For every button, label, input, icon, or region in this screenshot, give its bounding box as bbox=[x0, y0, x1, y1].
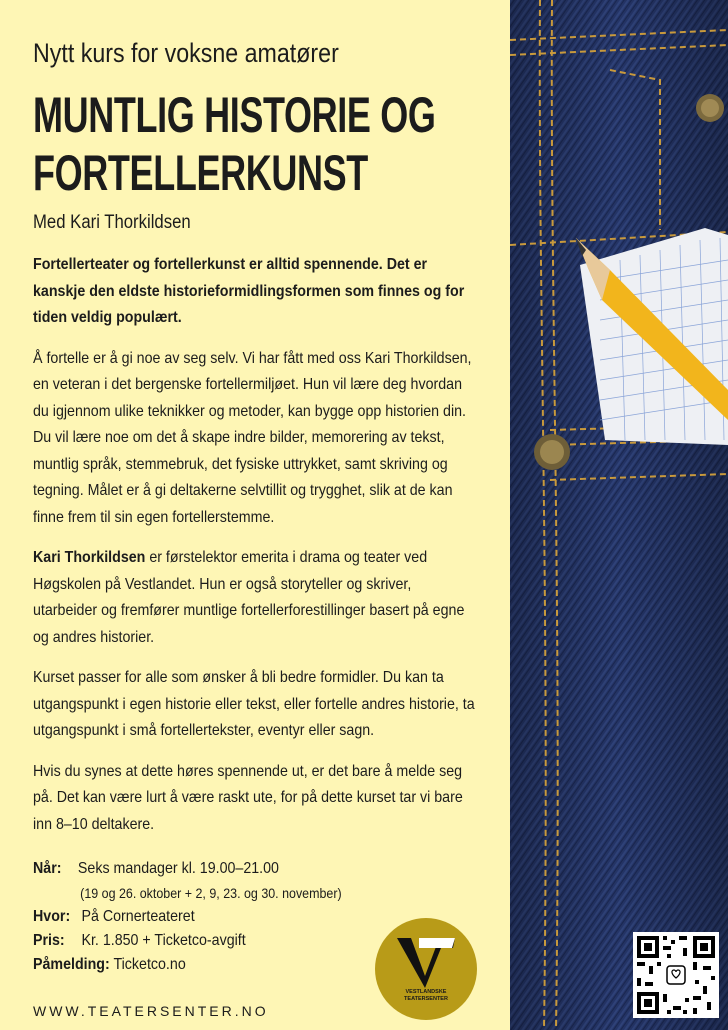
qr-code[interactable] bbox=[633, 932, 719, 1018]
denim-pocket-image bbox=[510, 0, 728, 1030]
course-title bbox=[33, 86, 436, 202]
instructor-byline: Med Kari Thorkildsen bbox=[33, 212, 191, 233]
price-label: Pris: bbox=[33, 932, 65, 949]
where-value: På Cornerteateret bbox=[81, 908, 195, 925]
paragraph-4: Hvis du synes at dette høres spennende ut, er det bare å melde seg på. Det kan være lurt å være raskt ute, for på dette kurset tar vi bare inn 8–10 deltakere. bbox=[33, 762, 463, 833]
paragraph-2-text: er førstelektor emerita i drama og teater ved Høgskolen på Vestlandet. Hun er også storyteller og skriver, utarbeider og fremfører muntlige fortellerforestillinger basert på egne og andres historier. bbox=[33, 549, 465, 646]
qr-code-icon bbox=[633, 932, 719, 1018]
when-label: Når: bbox=[33, 860, 62, 877]
paragraph-3: Kurset passer for alle som ønsker å bli bedre formidler. Du kan ta utgangspunkt i egen historie eller tekst, eller fortelle andres historie, ta utgangspunkt i små fortellertekster, eventyr eller sagn. bbox=[33, 669, 475, 739]
website-link[interactable]: WWW.TEATERSENTER.NO bbox=[33, 1003, 269, 1019]
denim-photo bbox=[510, 0, 728, 1030]
price-value: Kr. 1.850 + Ticketco-avgift bbox=[81, 932, 246, 949]
teatersenter-logo bbox=[375, 918, 477, 1020]
when-dates: (19 og 26. oktober + 2, 9, 23. og 30. november) bbox=[80, 885, 342, 901]
title-line-1: MUNTLIG HISTORIE OG bbox=[33, 87, 436, 143]
logo-mark-icon bbox=[375, 918, 477, 1020]
logo-text bbox=[375, 989, 477, 1003]
paragraph-2 bbox=[33, 545, 478, 651]
info-when bbox=[33, 857, 460, 881]
intro-paragraph: Fortellerteater og fortellerkunst er alltid spennende. Det er kanskje den eldste historieformidlingsformen som finnes og for tiden veldig populært. bbox=[33, 256, 465, 326]
paragraph-1: Å fortelle er å gi noe av seg selv. Vi har fått med oss Kari Thorkildsen, en veteran i det bergenske fortellermiljøet. Hun vil lære deg hvordan du igjennom ulike teknikker og metoder, kan bygge opp historien din. Du vil lære noe om det å skape indre bilder, memorering av tekst, muntlig språk, stemmebruk, det fysiske uttrykket, samt skriving og tegning. Målet er å gi deltakerne selvtillit og trygghet, slik at de kan finne frem til sin egen fortellerstemme. bbox=[33, 349, 472, 526]
logo-text-line-2: TEATERSENTER bbox=[404, 996, 448, 1002]
signup-label: Påmelding: bbox=[33, 956, 110, 973]
where-label: Hvor: bbox=[33, 908, 71, 925]
signup-value: Ticketco.no bbox=[113, 956, 186, 973]
course-description bbox=[33, 252, 478, 852]
logo-text-line-1: VESTLANDSKE bbox=[405, 989, 447, 995]
kicker-heading: Nytt kurs for voksne amatører bbox=[33, 38, 339, 68]
when-value: Seks mandager kl. 19.00–21.00 bbox=[77, 860, 279, 877]
title-line-2: FORTELLERKUNST bbox=[33, 145, 368, 201]
instructor-name: Kari Thorkildsen bbox=[33, 549, 146, 566]
